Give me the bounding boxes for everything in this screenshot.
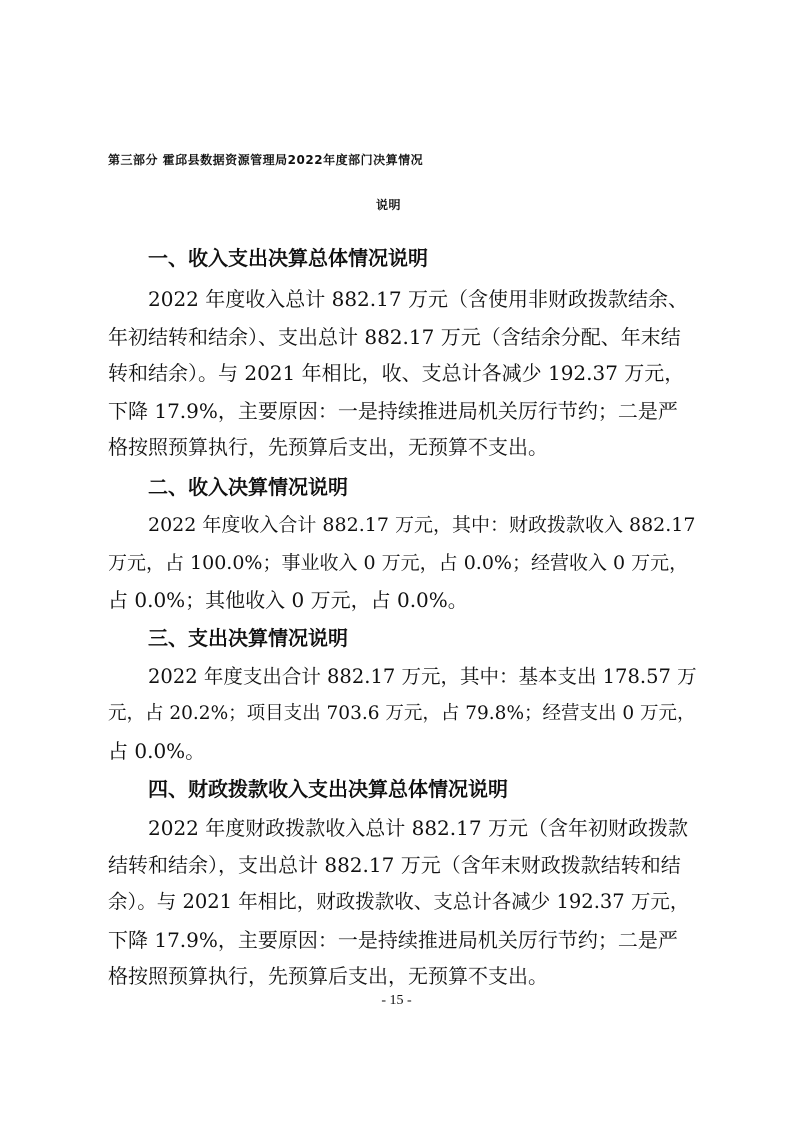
section-heading-1: 一、收入支出决算总体情况说明 [148,246,428,270]
page-number: - 15 - [381,993,412,1008]
document-title-continuation: 说明 [376,198,402,212]
paragraph-line: 下降 17.9%，主要原因：一是持续推进局机关厉行节约；二是严 [108,928,678,952]
paragraph-line: 余）。与 2021 年相比，财政拨款收、支总计各减少 192.37 万元， [108,890,690,913]
paragraph-line: 万元，占 100.0%；事业收入 0 万元，占 0.0%；经营收入 0 万元， [108,552,689,574]
paragraph-line: 2022 年度收入总计 882.17 万元（含使用非财政拨款结余、 [148,287,688,311]
paragraph-line: 结转和结余），支出总计 882.17 万元（含年末财政拨款结转和结 [108,853,681,877]
paragraph-line: 占 0.0%。 [108,739,206,763]
paragraph-line: 格按照预算执行，先预算后支出，无预算不支出。 [108,964,548,988]
document-title: 第三部分 霍邱县数据资源管理局2022年度部门决算情况 [108,153,424,167]
paragraph-line: 年初结转和结余）、支出总计 882.17 万元（含结余分配、年末结 [108,325,681,349]
section-heading-2: 二、收入决算情况说明 [148,475,348,499]
paragraph-line: 2022 年度支出合计 882.17 万元，其中：基本支出 178.57 万 [148,665,697,688]
paragraph-line: 格按照预算执行，先预算后支出，无预算不支出。 [108,435,548,459]
paragraph-line: 占 0.0%；其他收入 0 万元，占 0.0%。 [108,588,468,612]
paragraph-line: 转和结余）。与 2021 年相比，收、支总计各减少 192.37 万元， [108,361,685,385]
paragraph-line: 下降 17.9%，主要原因：一是持续推进局机关厉行节约；二是严 [108,399,678,423]
section-heading-3: 三、支出决算情况说明 [148,626,348,650]
paragraph-line: 元，占 20.2%；项目支出 703.6 万元，占 79.8%；经营支出 0 万元， [108,703,696,724]
paragraph-line: 2022 年度收入合计 882.17 万元，其中：财政拨款收入 882.17 [148,514,696,536]
section-heading-4: 四、财政拨款收入支出决算总体情况说明 [148,777,508,801]
paragraph-line: 2022 年度财政拨款收入总计 882.17 万元（含年初财政拨款 [148,816,688,840]
